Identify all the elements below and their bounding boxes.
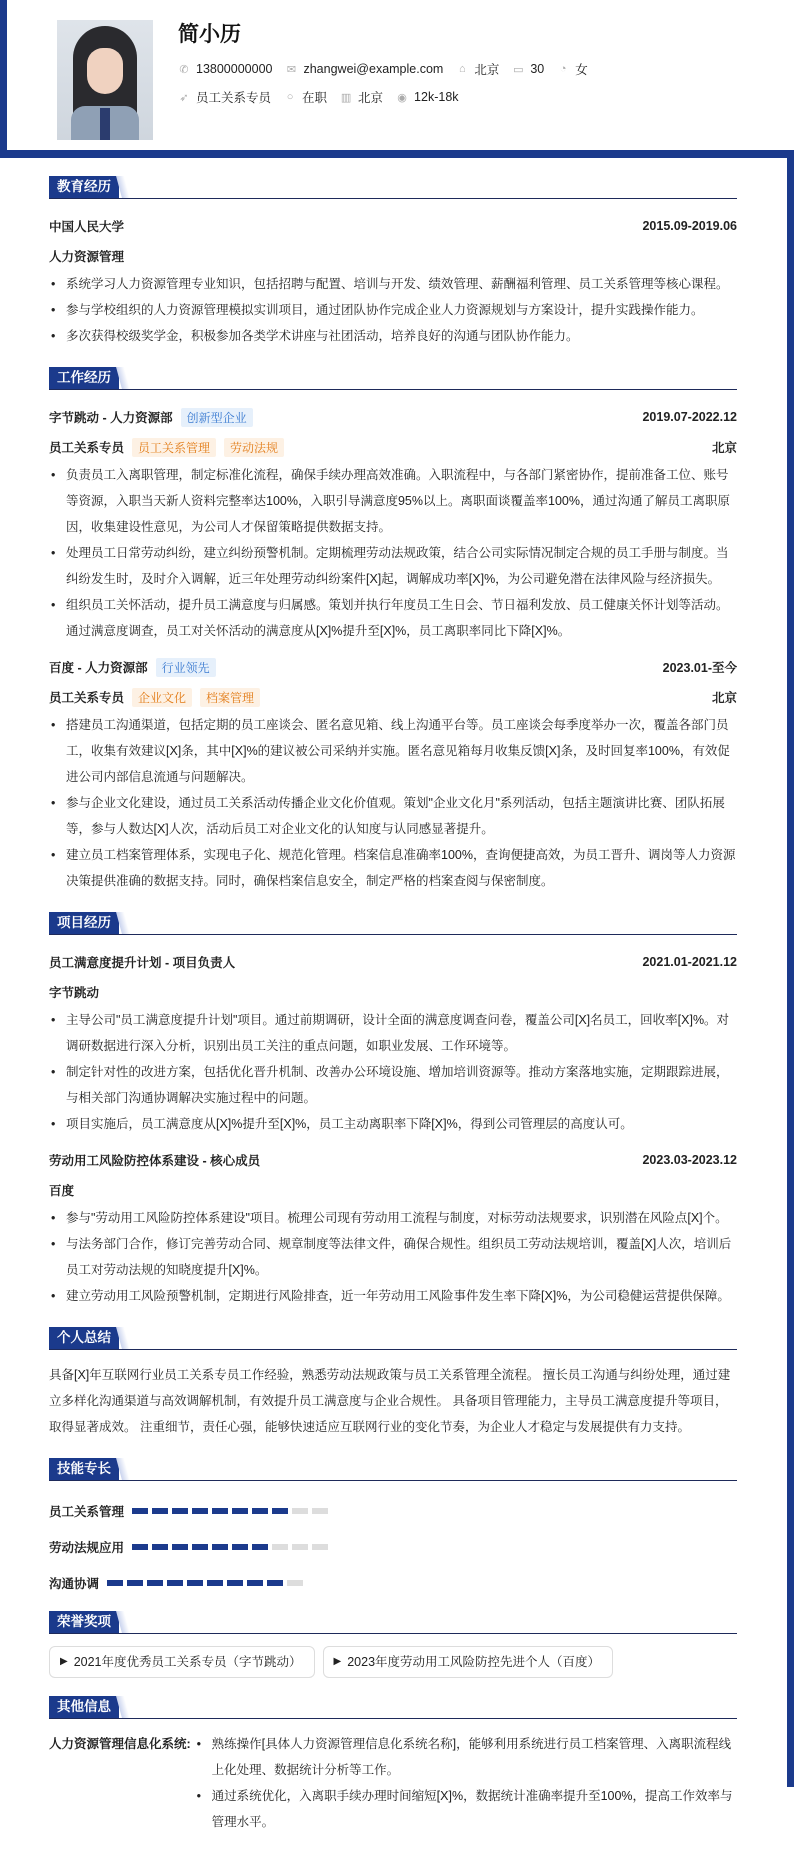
- skill-segment: [132, 1508, 148, 1514]
- summary-text: 具备[X]年互联网行业员工关系专员工作经验，熟悉劳动法规政策与员工关系管理全流程。 擅长员工沟通与纠纷处理，通过建立多样化沟通渠道与高效调解机制，有效提升员工满意度与企业合规性。 具备项目管理能力，主导员工满意度提升等项目，取得显著成效。 注重细节，责任心强，能够快速适应互联网行业的变化节奏，为企业人才稳定与发展提供有力支持。: [49, 1368, 731, 1434]
- company: 字节跳动 - 人力资源部: [49, 411, 173, 425]
- skill-segment: [247, 1580, 263, 1586]
- list-item: • 熟练操作[具体人力资源管理信息化系统名称]，能够利用系统进行员工档案管理、入离职流程线上化处理、数据统计分析等工作。: [195, 1731, 737, 1783]
- award-item: [49, 1646, 315, 1678]
- project-entry: [49, 947, 737, 1137]
- location: 北京: [474, 63, 500, 77]
- company-tag: 创新型企业: [181, 408, 253, 427]
- job-status: 在职: [302, 91, 328, 105]
- phone-icon: ✆: [179, 63, 189, 76]
- home-icon: ⌂: [459, 63, 466, 75]
- skill-segment: [292, 1508, 308, 1514]
- date: 2019.07-2022.12: [642, 410, 737, 424]
- school: 中国人民大学: [49, 220, 125, 234]
- age-icon: ▭: [513, 63, 524, 76]
- award-item: [323, 1646, 614, 1678]
- resume-body: [0, 158, 794, 1829]
- award-text: 2023年度劳动用工风险防控先进个人（百度）: [347, 1655, 601, 1669]
- age: 30: [530, 62, 545, 76]
- job-entry: [49, 402, 737, 644]
- summary-section: [49, 1327, 737, 1440]
- date: 2015.09-2019.06: [642, 219, 737, 233]
- major: 人力资源管理: [49, 250, 125, 264]
- skill-segment: [167, 1580, 183, 1586]
- job-entry: [49, 652, 737, 894]
- list-item: • 参与"劳动用工风险防控体系建设"项目。梳理公司现有劳动用工流程与制度，对标劳动法规要求，识别潜在风险点[X]个。: [49, 1205, 737, 1231]
- target-city: 北京: [358, 91, 384, 105]
- skill-segment: [272, 1544, 288, 1550]
- skill-segment: [192, 1544, 208, 1550]
- email: zhangwei@example.com: [303, 62, 444, 76]
- skill-segment: [267, 1580, 283, 1586]
- list-item: • 主导公司"员工满意度提升计划"项目。通过前期调研，设计全面的满意度调查问卷，覆盖公司[X]名员工，回收率[X]%。对调研数据进行深入分析，识别出员工关注的重点问题，如职业发展、工作环境等。: [49, 1007, 737, 1059]
- skill-segment: [252, 1508, 268, 1514]
- skill-name: 沟通协调: [49, 1577, 100, 1591]
- expected-salary: 12k-18k: [414, 90, 459, 104]
- skill-tag: 企业文化: [132, 688, 192, 707]
- skill-segment: [272, 1508, 288, 1514]
- project-name: 劳动用工风险防控体系建设 - 核心成员: [49, 1154, 261, 1168]
- section-title: 其他信息: [49, 1696, 119, 1718]
- skill-segment: [227, 1580, 243, 1586]
- skill-item: [49, 1565, 397, 1601]
- other-section: [49, 1696, 737, 1835]
- skill-segment: [252, 1544, 268, 1550]
- company: 百度 - 人力资源部: [49, 661, 148, 675]
- section-title: 技能专长: [49, 1458, 119, 1480]
- skill-name: 劳动法规应用: [49, 1541, 125, 1555]
- email-icon: ✉: [286, 63, 297, 76]
- skill-level-bar: [132, 1544, 332, 1550]
- contact-row: [178, 60, 601, 78]
- skill-segment: [287, 1580, 303, 1586]
- list-item: • 参与学校组织的人力资源管理模拟实训项目，通过团队协作完成企业人力资源规划与方案设计，提升实践操作能力。: [49, 297, 737, 323]
- role: 员工关系专员: [49, 691, 125, 705]
- project-entry: [49, 1145, 737, 1309]
- skill-segment: [232, 1508, 248, 1514]
- project-org: 字节跳动: [49, 986, 100, 1000]
- list-item: • 参与企业文化建设，通过员工关系活动传播企业文化价值观。策划"企业文化月"系列活动，包括主题演讲比赛、团队拓展等，参与人数达[X]人次，活动后员工对企业文化的认知度与认同感显著提升。: [49, 790, 737, 842]
- skill-tag: 员工关系管理: [132, 438, 216, 457]
- list-item: • 制定针对性的改进方案，包括优化晋升机制、改善办公环境设施、增加培训资源等。推动方案落地实施，定期跟踪进展，与相关部门沟通协调解决实施过程中的问题。: [49, 1059, 737, 1111]
- list-item: • 项目实施后，员工满意度从[X]%提升至[X]%，员工主动离职率下降[X]%，得到公司管理层的高度认可。: [49, 1111, 737, 1137]
- skill-segment: [107, 1580, 123, 1586]
- list-item: • 建立劳动用工风险预警机制，定期进行风险排查，近一年劳动用工风险事件发生率下降[X]%，为公司稳健运营提供保障。: [49, 1283, 737, 1309]
- skill-tag: 劳动法规: [224, 438, 284, 457]
- skill-segment: [212, 1544, 228, 1550]
- list-item: • 组织员工关怀活动，提升员工满意度与归属感。策划并执行年度员工生日会、节日福利发放、员工健康关怀计划等活动。通过满意度调查，员工对关怀活动的满意度从[X]%提升至[X]%，员工离职率同比下降[X]%。: [49, 592, 737, 644]
- education-section: [49, 176, 737, 349]
- company-tag: 行业领先: [156, 658, 216, 677]
- skill-segment: [152, 1544, 168, 1550]
- skill-level-bar: [132, 1508, 332, 1514]
- list-item: • 负责员工入离职管理，制定标准化流程，确保手续办理高效准确。入职流程中，与各部门紧密协作，提前准备工位、账号等资源，入职当天新人资料完整率达100%，入职引导满意度95%以上。离职面谈覆盖率100%，通过沟通了解员工离职原因，收集建设性意见，为公司人才保留策略提供数据支持。: [49, 462, 737, 540]
- role: 员工关系专员: [49, 441, 125, 455]
- target-position: 员工关系专员: [196, 91, 272, 105]
- list-item: • 处理员工日常劳动纠纷，建立纠纷预警机制。定期梳理劳动法规政策，结合公司实际情况制定合规的员工手册与制度。当纠纷发生时，及时介入调解，近三年处理劳动纠纷案件[X]起，调解成功率[X]%，为公司避免潜在法律风险与经济损失。: [49, 540, 737, 592]
- skills-section: [49, 1458, 737, 1601]
- list-item: • 搭建员工沟通渠道，包括定期的员工座谈会、匿名意见箱、线上沟通平台等。员工座谈会每季度举办一次，覆盖各部门员工，收集有效建议[X]条，其中[X]%的建议被公司采纳并实施。匿名意见箱每月收集反馈[X]条，及时回复率100%，有效促进公司内部信息流通与问题解决。: [49, 712, 737, 790]
- building-icon: ▥: [340, 91, 352, 104]
- project-name: 员工满意度提升计划 - 项目负责人: [49, 956, 236, 970]
- skill-segment: [127, 1580, 143, 1586]
- profile-photo: [57, 20, 153, 140]
- list-item: • 系统学习人力资源管理专业知识，包括招聘与配置、培训与开发、绩效管理、薪酬福利管理、员工关系管理等核心课程。: [49, 271, 737, 297]
- skill-level-bar: [107, 1580, 307, 1586]
- awards-section: [49, 1611, 737, 1678]
- send-icon: ➶: [179, 91, 189, 104]
- skill-segment: [152, 1508, 168, 1514]
- section-title: 个人总结: [49, 1327, 119, 1349]
- skill-segment: [232, 1544, 248, 1550]
- other-label: 人力资源管理信息化系统:: [49, 1737, 191, 1751]
- date: 2023.03-2023.12: [642, 1153, 737, 1167]
- city: 北京: [711, 441, 737, 455]
- resume-header: [0, 0, 794, 158]
- salary-icon: ◉: [397, 91, 407, 104]
- skill-segment: [187, 1580, 203, 1586]
- skill-item: [49, 1493, 397, 1529]
- skill-segment: [312, 1508, 328, 1514]
- list-item: • 建立员工档案管理体系，实现电子化、规范化管理。档案信息准确率100%，查询便捷高效，为员工晋升、调岗等人力资源决策提供准确的数据支持。同时，确保档案信息安全，制定严格的档案查阅与保密制度。: [49, 842, 737, 894]
- phone: 13800000000: [196, 62, 273, 76]
- status-icon: ○: [286, 91, 294, 103]
- award-text: 2021年度优秀员工关系专员（字节跳动）: [73, 1655, 302, 1669]
- skill-tag: 档案管理: [200, 688, 260, 707]
- list-item: • 通过系统优化，入离职手续办理时间缩短[X]%，数据统计准确率提升至100%，提高工作效率与管理水平。: [195, 1783, 737, 1835]
- section-title: 项目经历: [49, 912, 119, 934]
- skill-name: 员工关系管理: [49, 1505, 125, 1519]
- skill-segment: [312, 1544, 328, 1550]
- list-item: • 多次获得校级奖学金，积极参加各类学术讲座与社团活动，培养良好的沟通与团队协作能力。: [49, 323, 737, 349]
- section-title: 教育经历: [49, 176, 119, 198]
- date: 2023.01-至今: [662, 661, 737, 675]
- skill-segment: [172, 1544, 188, 1550]
- skill-segment: [147, 1580, 163, 1586]
- skill-segment: [172, 1508, 188, 1514]
- work-section: [49, 367, 737, 894]
- skill-segment: [292, 1544, 308, 1550]
- skill-segment: [192, 1508, 208, 1514]
- list-item: • 与法务部门合作，修订完善劳动合同、规章制度等法律文件，确保合规性。组织员工劳动法规培训，覆盖[X]人次，培训后员工对劳动法规的知晓度提升[X]%。: [49, 1231, 737, 1283]
- skill-item: [49, 1529, 397, 1565]
- skill-segment: [212, 1508, 228, 1514]
- date: 2021.01-2021.12: [642, 955, 737, 969]
- project-org: 百度: [49, 1184, 75, 1198]
- gender: 女: [575, 63, 588, 77]
- project-section: [49, 912, 737, 1309]
- triangle-icon: ▶: [60, 1656, 68, 1667]
- candidate-name: 简小历: [178, 23, 241, 46]
- section-title: 工作经历: [49, 367, 119, 389]
- skill-segment: [207, 1580, 223, 1586]
- gender-icon: ◔: [559, 63, 567, 75]
- skill-segment: [132, 1544, 148, 1550]
- section-title: 荣誉奖项: [49, 1611, 119, 1633]
- triangle-icon: ▶: [333, 1656, 342, 1667]
- city: 北京: [711, 691, 737, 705]
- job-intent-row: [178, 88, 472, 106]
